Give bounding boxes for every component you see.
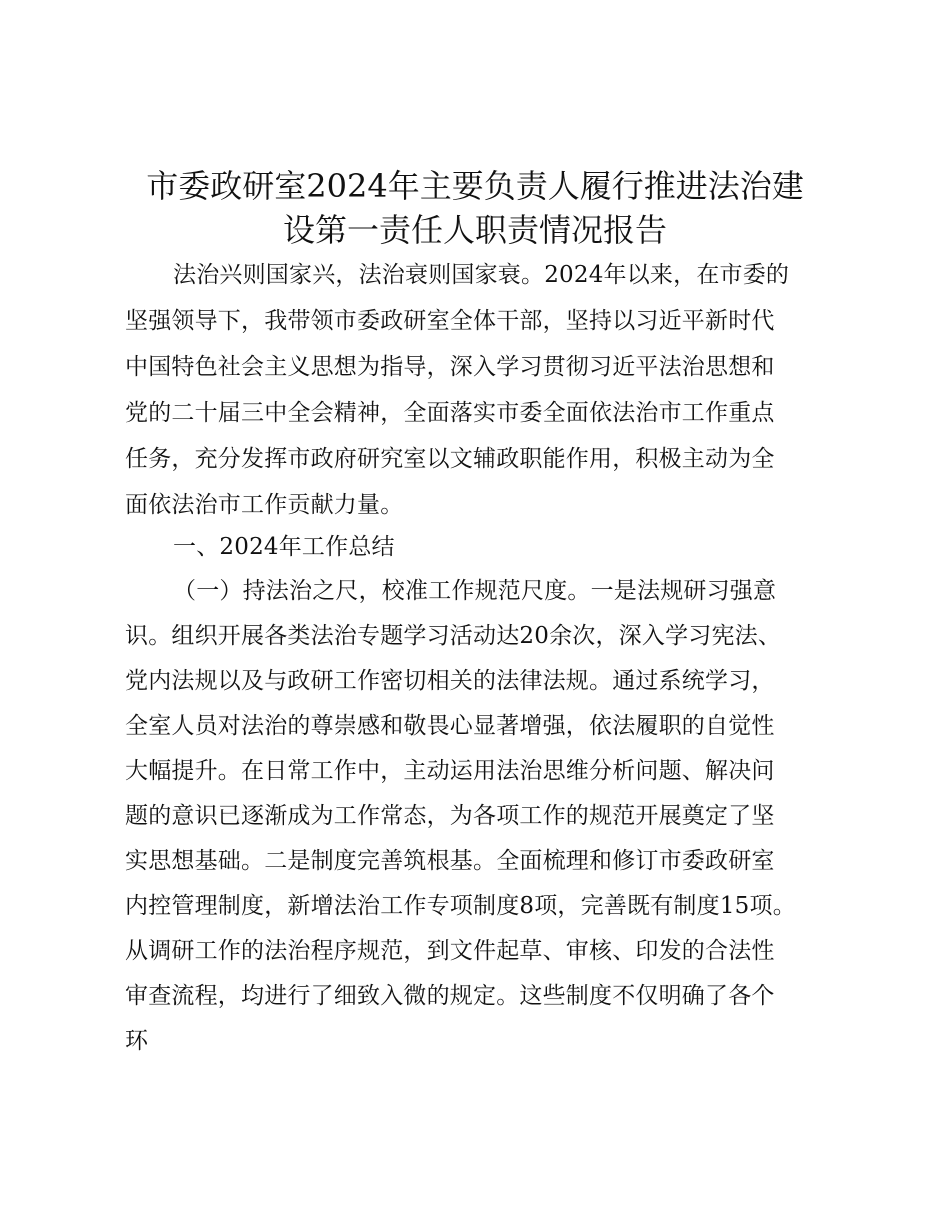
section-paragraph-line: 从调研工作的法治程序规范，到文件起草、审核、印发的合法性 [125, 938, 775, 964]
section-paragraph-line: 全室人员对法治的尊崇感和敬畏心显著增强，依法履职的自觉性 [125, 713, 775, 739]
section-heading: 一、2024年工作总结 [173, 534, 395, 560]
intro-paragraph-line: 党的二十届三中全会精神，全面落实市委全面依法治市工作重点 [125, 400, 775, 426]
section-paragraph-line: （一）持法治之尺，校准工作规范尺度。一是法规研习强意 [173, 578, 777, 604]
section-paragraph-line: 题的意识已逐渐成为工作常态，为各项工作的规范开展奠定了坚 [125, 803, 775, 829]
section-paragraph-line: 大幅提升。在日常工作中，主动运用法治思维分析问题、解决问 [125, 758, 775, 784]
section-paragraph-line: 内控管理制度，新增法治工作专项制度8项，完善既有制度15项。 [125, 893, 796, 919]
section-paragraph-line: 识。组织开展各类法治专题学习活动达20余次，深入学习宪法、 [125, 623, 782, 649]
section-paragraph-line: 环 [125, 1028, 149, 1054]
section-paragraph-line: 实思想基础。二是制度完善筑根基。全面梳理和修订市委政研室 [125, 848, 775, 874]
intro-paragraph-line: 坚强领导下，我带领市委政研室全体干部，坚持以习近平新时代 [125, 308, 775, 334]
intro-paragraph-line: 法治兴则国家兴，法治衰则国家衰。2024年以来，在市委的 [173, 262, 790, 288]
section-paragraph-line: 党内法规以及与政研工作密切相关的法律法规。通过系统学习， [125, 668, 775, 694]
intro-paragraph-line: 中国特色社会主义思想为指导，深入学习贯彻习近平法治思想和 [125, 354, 775, 380]
document-title-line-2: 设第一责任人职责情况报告 [282, 211, 667, 249]
intro-paragraph-line: 面依法治市工作贡献力量。 [125, 492, 404, 518]
section-paragraph-line: 审查流程，均进行了细致入微的规定。这些制度不仅明确了各个 [125, 983, 775, 1009]
intro-paragraph-line: 任务，充分发挥市政府研究室以文辅政职能作用，积极主动为全 [125, 446, 775, 472]
document-title-line-1: 市委政研室2024年主要负责人履行推进法治建 [146, 167, 804, 205]
